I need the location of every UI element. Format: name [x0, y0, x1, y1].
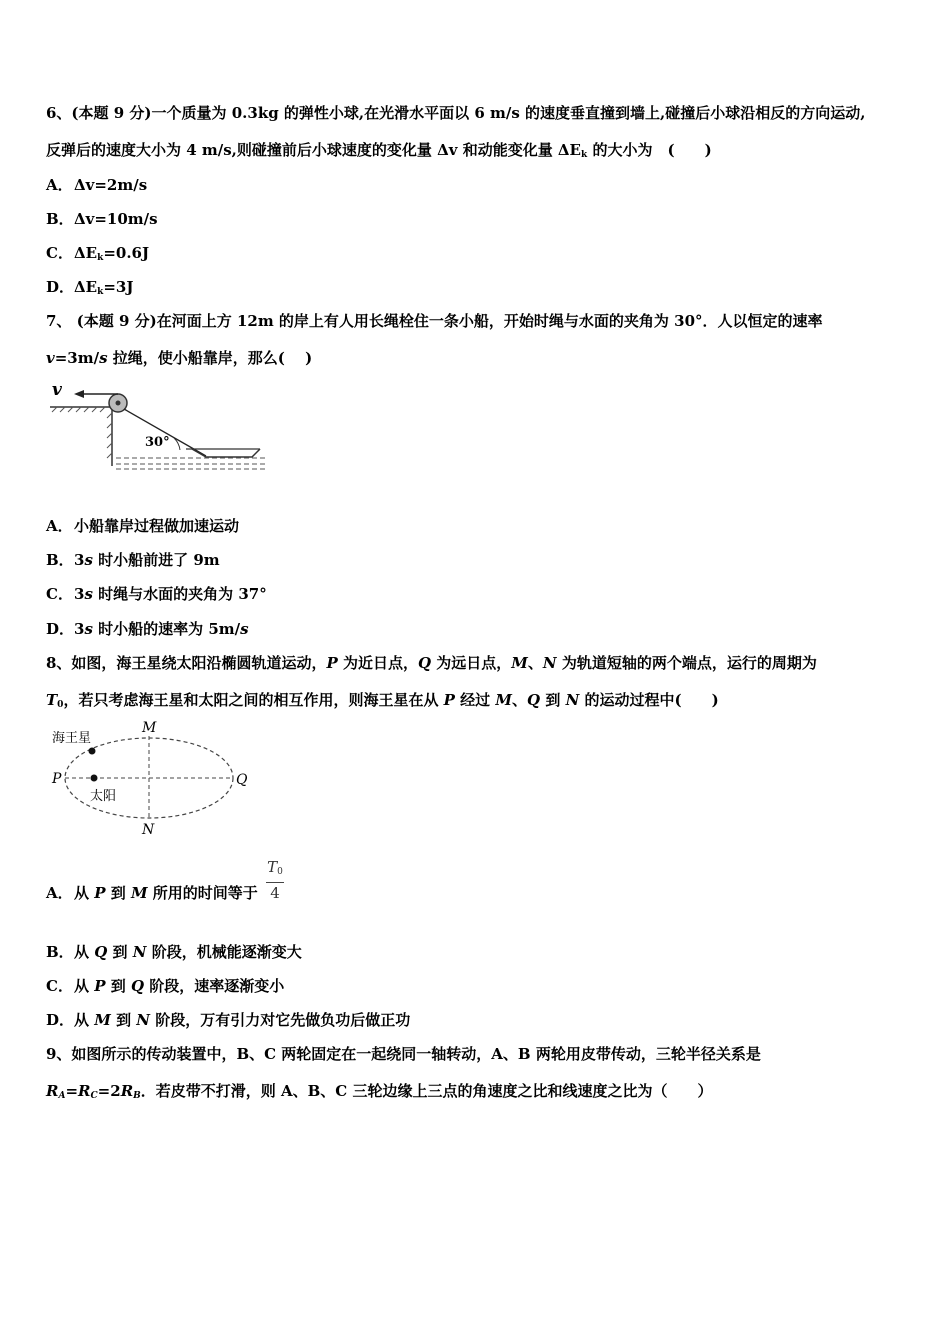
- q7-pulley-figure: [46, 378, 276, 473]
- neptune-dot: [89, 748, 96, 755]
- q9-line2: $R_A=R_C=2R_B$．若皮带不打滑，则 A、B、C 三轮边缘上三点的角速度之比和线速度之比为（ ）: [46, 1082, 713, 1101]
- q8-line1: 8、如图，海王星绕太阳沿椭圆轨道运动，P 为近日点，Q 为远日点，M、N 为轨道短轴的两个端点，运行的周期为: [46, 654, 817, 672]
- q6-option-d: D．$\Delta E_k=3J$: [46, 278, 134, 297]
- sun-dot: [91, 775, 98, 782]
- water-lines: [116, 458, 268, 469]
- svg-text:海王星: 海王星: [52, 731, 92, 746]
- q8-orbit-figure: [46, 718, 261, 843]
- q6-option-c: C．$\Delta E_k=0.6J$: [46, 244, 150, 263]
- q9-line1: 9、如图所示的传动装置中，B、C 两轮固定在一起绕同一轴转动，A、B 两轮用皮带传动，三轮半径关系是: [46, 1045, 761, 1063]
- svg-text:N: N: [142, 822, 155, 838]
- q6-option-b: B．Δv=10m/s: [46, 210, 158, 228]
- q6-line1: 6、(本题 9 分)一个质量为 0.3kg 的弹性小球,在光滑水平面以 6 m/s 的速度垂直撞到墙上,碰撞后小球沿相反的方向运动,: [46, 104, 866, 122]
- angle-label: 30°: [145, 435, 170, 450]
- fraction-t0-over-4: $T_0$ 4: [267, 858, 283, 902]
- q8-option-b: B．从 Q 到 N 阶段，机械能逐渐变大: [46, 943, 302, 961]
- q8-option-a: A．从 P 到 M 所用的时间等于: [46, 884, 258, 902]
- q7-option-a: A．小船靠岸过程做加速运动: [46, 517, 240, 535]
- q7-line2: v=3m/s 拉绳，使小船靠岸，那么( ): [46, 349, 313, 367]
- q7-option-c: C．3s 时绳与水面的夹角为 37°: [46, 585, 267, 603]
- q8-option-c: C．从 P 到 Q 阶段，速率逐渐变小: [46, 977, 285, 995]
- q7-option-b: B．3s 时小船前进了 9m: [46, 551, 220, 569]
- q7-line1: 7、 (本题 9 分)在河面上方 12m 的岸上有人用长绳栓住一条小船，开始时绳与水面的夹角为 30°．人以恒定的速率: [46, 312, 823, 330]
- velocity-label: v: [52, 380, 62, 400]
- q6-option-a: A．Δv=2m/s: [46, 176, 148, 194]
- q8-option-d: D．从 M 到 N 阶段，万有引力对它先做负功后做正功: [46, 1011, 411, 1029]
- q6-line2: 反弹后的速度大小为 4 m/s,则碰撞前后小球速度的变化量 Δv 和动能变化量 $\Delta E_k$ 的大小为 ( ): [46, 141, 712, 160]
- svg-text:太阳: 太阳: [90, 789, 117, 804]
- svg-text:M: M: [142, 720, 157, 736]
- svg-text:P: P: [52, 771, 62, 787]
- arrow-left-icon: [74, 390, 84, 398]
- svg-text:Q: Q: [236, 772, 248, 788]
- q7-option-d: D．3s 时小船的速率为 5m/s: [46, 620, 249, 638]
- q8-line2: $T_0$，若只考虑海王星和太阳之间的相互作用，则海王星在从 P 经过 M、Q 到 N 的运动过程中( ): [46, 691, 719, 710]
